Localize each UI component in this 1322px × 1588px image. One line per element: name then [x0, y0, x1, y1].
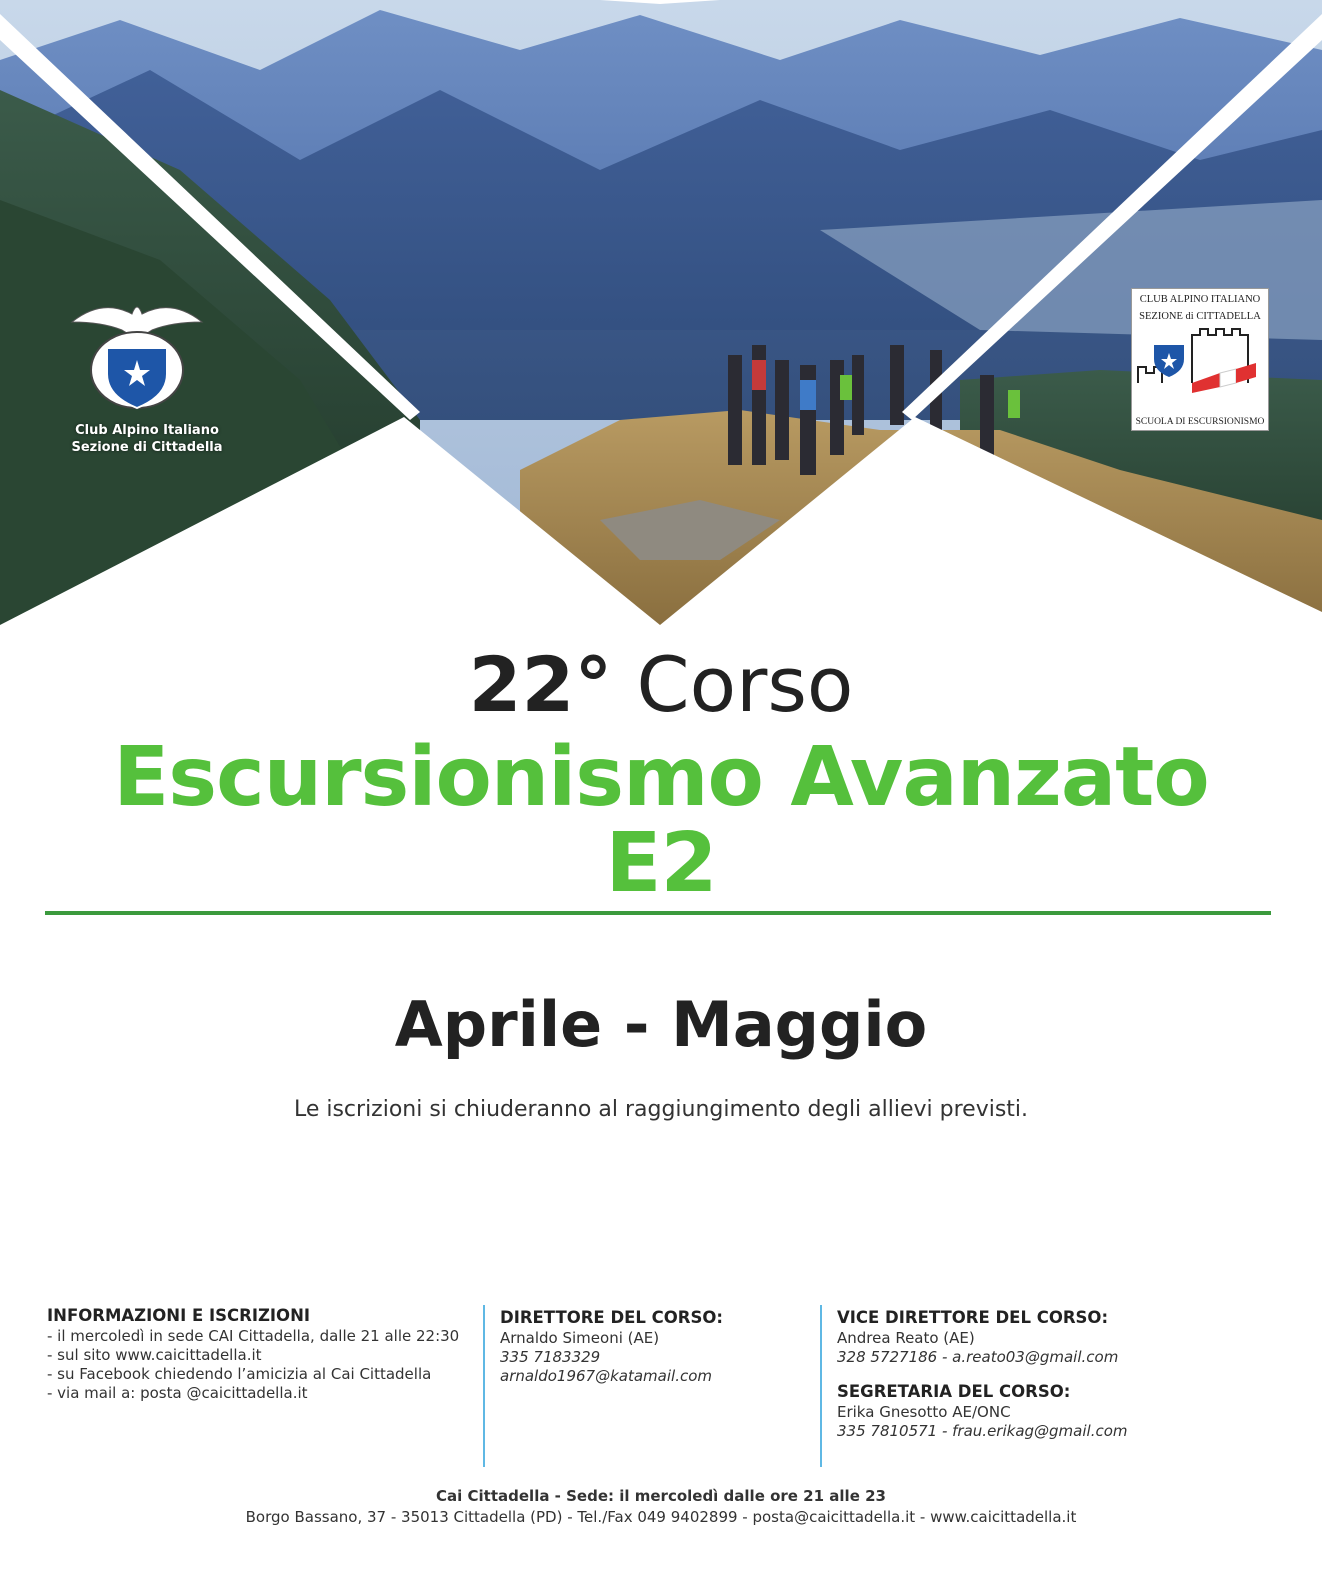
info-column — [47, 1305, 477, 1403]
green-divider — [45, 911, 1271, 915]
course-months: Aprile - Maggio — [394, 988, 928, 1061]
info-line: - su Facebook chiedendo l’amicizia al Cai Cittadella — [47, 1365, 432, 1383]
info-line: - il mercoledì in sede CAI Cittadella, dalle 21 alle 22:30 — [47, 1327, 460, 1345]
course-title — [0, 640, 1322, 730]
scuola-escursionismo-logo — [1131, 288, 1269, 431]
director-heading: DIRETTORE DEL CORSO: — [500, 1308, 724, 1327]
secretary-name: Erika Gnesotto AE/ONC — [837, 1403, 1011, 1421]
course-name: Escursionismo Avanzato — [113, 730, 1209, 825]
logo-left-caption-line1: Club Alpino Italiano — [75, 423, 219, 438]
director-name: Arnaldo Simeoni (AE) — [500, 1329, 660, 1347]
column-divider — [483, 1305, 485, 1467]
course-word: Corso — [612, 640, 854, 729]
info-heading: INFORMAZIONI E ISCRIZIONI — [47, 1306, 311, 1325]
castle-tower-emblem-icon — [1132, 323, 1260, 393]
footer-headquarters: Cai Cittadella - Sede: il mercoledì dalle ore 21 alle 23 — [436, 1487, 886, 1505]
director-column — [500, 1307, 800, 1386]
vice-director-contact: 328 5727186 - a.reato03@gmail.com — [837, 1348, 1119, 1366]
vice-director-name: Andrea Reato (AE) — [837, 1329, 975, 1347]
footer-address: Borgo Bassano, 37 - 35013 Cittadella (PD) - Tel./Fax 049 9402899 - posta@caicittadella.it - www.caicittadella.it — [245, 1508, 1077, 1526]
vice-director-heading: VICE DIRETTORE DEL CORSO: — [837, 1308, 1109, 1327]
staff-column — [837, 1307, 1287, 1441]
course-level: E2 — [605, 816, 717, 911]
logo-right-line2: SEZIONE di CITTADELLA — [1139, 311, 1261, 322]
logo-left-caption-line2: Sezione di Cittadella — [71, 440, 223, 455]
column-divider — [820, 1305, 822, 1467]
logo-right-line3: SCUOLA DI ESCURSIONISMO — [1135, 417, 1265, 427]
director-email: arnaldo1967@katamail.com — [500, 1367, 712, 1385]
secretary-heading: SEGRETARIA DEL CORSO: — [837, 1382, 1071, 1401]
cai-eagle-emblem-icon — [62, 292, 212, 420]
cai-logo-left — [62, 292, 232, 456]
enrollment-note: Le iscrizioni si chiuderanno al raggiungimento degli allievi previsti. — [293, 1097, 1029, 1122]
secretary-contact: 335 7810571 - frau.erikag@gmail.com — [837, 1422, 1128, 1440]
info-line: - sul sito www.caicittadella.it — [47, 1346, 262, 1364]
hero-photo — [0, 0, 1322, 625]
logo-right-line1: CLUB ALPINO ITALIANO — [1139, 294, 1261, 305]
director-phone: 335 7183329 — [500, 1348, 601, 1366]
info-line: - via mail a: posta @caicittadella.it — [47, 1384, 308, 1402]
course-number: 22° — [468, 640, 613, 729]
